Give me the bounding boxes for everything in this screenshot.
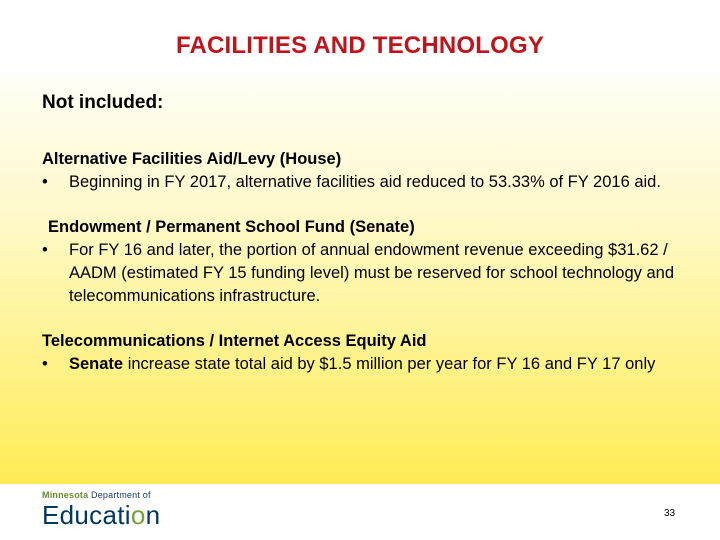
- page-number: 33: [664, 508, 676, 519]
- logo-wordmark: [42, 500, 160, 530]
- logo-tagline: [42, 490, 160, 500]
- content-area: [42, 92, 702, 398]
- bullet-item: [42, 353, 702, 376]
- logo-word-c: n: [145, 500, 161, 530]
- mde-logo: [42, 490, 160, 530]
- bullet-item: [42, 239, 702, 308]
- section-heading: Endowment / Permanent School Fund (Senate): [48, 218, 415, 236]
- bullet-icon: •: [42, 355, 48, 373]
- section-telecommunications: [42, 330, 702, 376]
- slide-title: FACILITIES AND TECHNOLOGY: [175, 32, 545, 59]
- bullet-icon: •: [42, 173, 48, 191]
- bullet-item: [42, 171, 702, 194]
- bullet-text: For FY 16 and later, the portion of annual endowment revenue exceeding $31.62 / AADM (estimated FY 15 funding level) must be reserved for school technology and telecommunications infrastructure.: [69, 241, 675, 305]
- bullet-text: [69, 353, 702, 376]
- logo-accent-o: o: [130, 500, 146, 530]
- section-heading: Alternative Facilities Aid/Levy (House): [42, 150, 342, 168]
- section-endowment: [42, 216, 702, 308]
- bullet-rest-text: increase state total aid by $1.5 million per year for FY 16 and FY 17 only: [123, 355, 656, 373]
- subheading: Not included:: [42, 92, 164, 113]
- logo-state: Minnesota: [42, 490, 89, 500]
- bullet-text: Beginning in FY 2017, alternative facilities aid reduced to 53.33% of FY 2016 aid.: [69, 173, 661, 191]
- logo-dept: Department of: [91, 490, 151, 500]
- bullet-bold-text: Senate: [69, 355, 124, 373]
- section-heading: Telecommunications / Internet Access Equity Aid: [42, 332, 427, 350]
- logo-word-a: Educati: [42, 500, 131, 530]
- section-alternative-facilities: [42, 148, 702, 194]
- bullet-icon: •: [42, 241, 48, 259]
